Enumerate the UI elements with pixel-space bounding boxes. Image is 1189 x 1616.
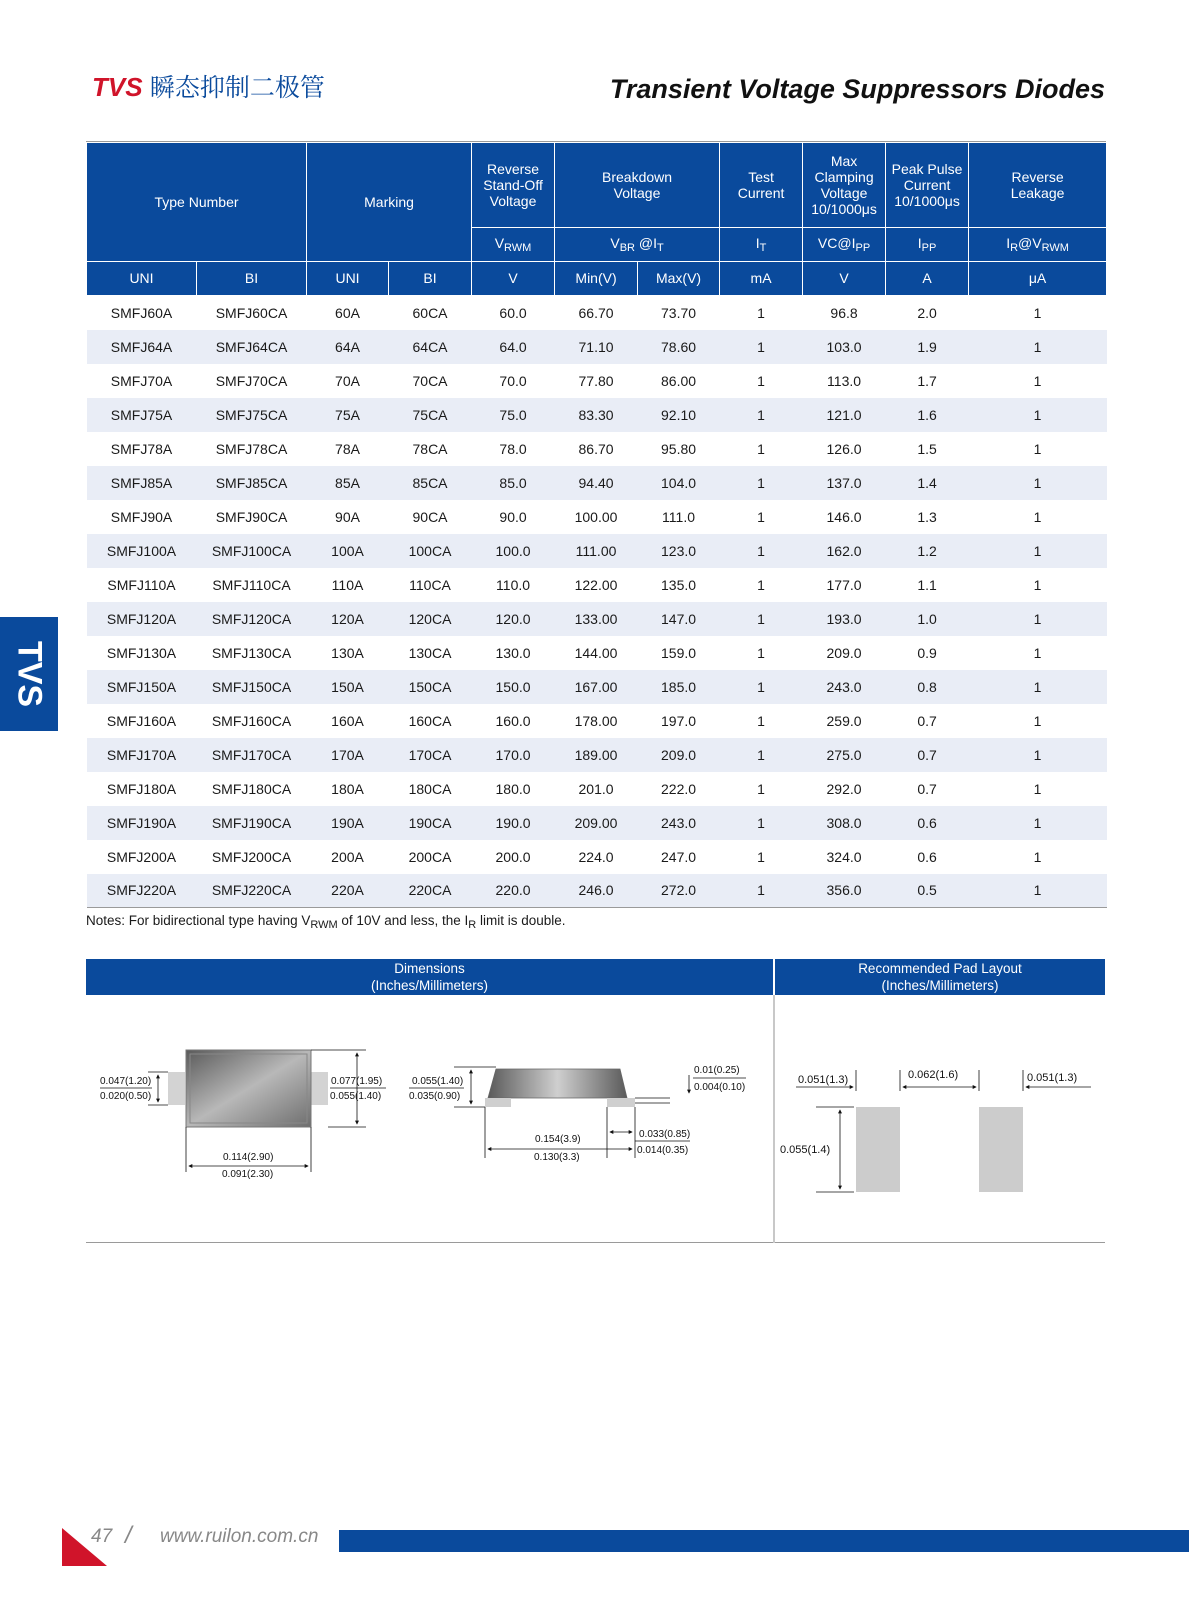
table-cell: SMFJ170A — [87, 738, 197, 772]
table-cell: 78.0 — [499, 440, 527, 457]
table-cell: 1 — [1033, 372, 1042, 389]
table-cell: 85CA — [389, 466, 472, 500]
table-row — [87, 296, 1107, 330]
table-row — [87, 568, 1107, 602]
table-cell: 95.80 — [661, 440, 697, 457]
table-cell: 1 — [720, 466, 803, 500]
table-row — [87, 364, 1107, 398]
table-cell: 1 — [720, 602, 803, 636]
table-cell: 1 — [757, 712, 765, 729]
side-height-dim-max: 0.055(1.40) — [412, 1076, 464, 1087]
side-view-foot-right — [607, 1098, 635, 1107]
table-row — [87, 466, 1107, 500]
side-lead-dim-min: 0.004(0.10) — [694, 1082, 746, 1093]
table-cell: 0.9 — [917, 644, 937, 661]
table-cell: SMFJ100A — [87, 534, 197, 568]
table-cell: 73.70 — [661, 304, 697, 321]
table-cell: 1.2 — [886, 534, 969, 568]
table-cell: SMFJ78A — [110, 440, 173, 457]
table-cell: 180.0 — [495, 780, 531, 797]
table-cell: 1 — [720, 330, 803, 364]
spec-table-body — [87, 296, 1107, 908]
table-cell: 121.0 — [803, 398, 886, 432]
table-cell: 110.0 — [496, 576, 531, 593]
table-cell: 78CA — [412, 440, 448, 457]
table-row — [87, 398, 1107, 432]
table-cell: SMFJ160A — [106, 712, 177, 729]
table-cell: 1 — [969, 806, 1107, 840]
col-max-clamping: Max Clamping Voltage 10/1000μs — [803, 143, 886, 228]
table-cell: SMFJ180CA — [211, 780, 292, 797]
table-cell: 190.0 — [472, 806, 555, 840]
table-cell: 243.0 — [638, 806, 720, 840]
table-cell: 100A — [307, 534, 389, 568]
table-cell: 160A — [331, 712, 364, 729]
table-cell: 180CA — [408, 780, 452, 797]
table-row — [87, 670, 1107, 704]
table-cell: SMFJ200CA — [211, 848, 292, 865]
table-row — [87, 772, 1107, 806]
col-breakdown-voltage: Breakdown Voltage — [555, 143, 720, 228]
page-title: Transient Voltage Suppressors Diodes — [609, 74, 1105, 104]
table-cell: 75CA — [389, 398, 472, 432]
side-lead-dim-max: 0.01(0.25) — [694, 1065, 740, 1076]
table-cell: SMFJ85CA — [197, 466, 307, 500]
table-cell: 1 — [720, 806, 803, 840]
unit-header-cell: UNI — [307, 262, 389, 296]
header-brand-title — [92, 68, 325, 104]
pad-height-dim: 0.055(1.4) — [780, 1144, 831, 1156]
table-cell: 0.7 — [917, 712, 937, 729]
table-cell: 1 — [969, 738, 1107, 772]
side-foot-dim-min: 0.014(0.35) — [637, 1145, 689, 1156]
table-cell: SMFJ64A — [87, 330, 197, 364]
table-cell: SMFJ120A — [87, 602, 197, 636]
table-cell: 137.0 — [803, 466, 886, 500]
table-cell: SMFJ170CA — [197, 738, 307, 772]
table-cell: 1 — [1033, 440, 1042, 457]
table-cell: 1 — [757, 372, 765, 389]
table-cell: 78A — [335, 440, 360, 457]
spec-table — [86, 142, 1107, 908]
top-left-dim-min: 0.020(0.50) — [100, 1091, 152, 1102]
table-cell: 220.0 — [472, 874, 555, 908]
table-cell: 220A — [307, 874, 389, 908]
table-cell: 150CA — [389, 670, 472, 704]
table-cell: 159.0 — [661, 644, 697, 661]
table-cell: 86.70 — [578, 440, 614, 457]
table-cell: 1 — [969, 534, 1107, 568]
table-cell: 75.0 — [472, 398, 555, 432]
table-cell: 1 — [1033, 508, 1042, 525]
table-cell: 1 — [1033, 576, 1042, 593]
table-cell: SMFJ160CA — [211, 712, 292, 729]
unit-header-cell: mA — [720, 262, 803, 296]
table-cell: 201.0 — [578, 780, 614, 797]
table-cell: SMFJ220CA — [197, 874, 307, 908]
table-cell: 120CA — [389, 602, 472, 636]
table-cell: 170A — [307, 738, 389, 772]
table-cell: 197.0 — [661, 712, 697, 729]
table-cell: 1 — [757, 644, 765, 661]
table-cell: 92.10 — [638, 398, 720, 432]
top-view-lead-left — [168, 1072, 185, 1105]
table-cell: 1 — [969, 398, 1107, 432]
table-notes: Notes: For bidirectional type having $V_{RWM}$ of 10V and less, the $I_R$ limit is double. — [86, 913, 566, 931]
table-cell: 209.00 — [555, 806, 638, 840]
pad-right — [979, 1107, 1023, 1192]
table-row — [87, 432, 1107, 466]
table-cell: SMFJ78CA — [215, 440, 288, 457]
table-cell: 162.0 — [803, 534, 886, 568]
table-cell: 0.6 — [917, 848, 937, 865]
page-number: 47 — [91, 1526, 113, 1547]
side-tab-label: TVS — [10, 640, 49, 708]
table-cell: 122.00 — [574, 576, 618, 593]
pad-layout-header: Recommended Pad Layout (Inches/Millimeters) — [775, 959, 1105, 995]
table-cell: 190A — [307, 806, 389, 840]
table-cell: 220CA — [389, 874, 472, 908]
unit-header-cell: V — [803, 262, 886, 296]
table-cell: 247.0 — [661, 848, 697, 865]
col-marking: Marking — [307, 143, 472, 262]
table-cell: 190CA — [389, 806, 472, 840]
table-cell: 120.0 — [472, 602, 555, 636]
table-row — [87, 704, 1107, 738]
table-cell: 224.0 — [578, 848, 614, 865]
pad-gap-dim: 0.062(1.6) — [908, 1069, 959, 1081]
table-cell: 259.0 — [826, 712, 862, 729]
dimension-drawings — [86, 995, 1105, 1243]
table-cell: 1.7 — [917, 372, 937, 389]
table-cell: 1.3 — [917, 508, 937, 525]
pad-width-right-dim: 0.051(1.3) — [1027, 1072, 1078, 1084]
table-cell: 170.0 — [472, 738, 555, 772]
top-right-dim-min: 0.055(1.40) — [330, 1091, 382, 1102]
table-cell: 85A — [307, 466, 389, 500]
table-cell: 66.70 — [578, 304, 614, 321]
table-cell: 70CA — [412, 372, 448, 389]
table-cell: 103.0 — [803, 330, 886, 364]
table-cell: 1 — [720, 670, 803, 704]
top-width-dim-max: 0.114(2.90) — [223, 1152, 274, 1163]
table-cell: 292.0 — [826, 780, 862, 797]
table-cell: 2.0 — [917, 304, 937, 321]
table-cell: SMFJ110CA — [212, 576, 291, 593]
table-cell: 94.40 — [555, 466, 638, 500]
table-cell: 1 — [720, 398, 803, 432]
table-cell: 178.00 — [574, 712, 618, 729]
table-cell: 70.0 — [499, 372, 527, 389]
table-cell: 111.0 — [662, 508, 696, 525]
footer-blue-bar — [339, 1530, 1189, 1552]
table-cell: 70A — [335, 372, 360, 389]
table-cell: SMFJ70CA — [215, 372, 288, 389]
table-cell: 180A — [331, 780, 364, 797]
table-cell: 1 — [1033, 304, 1042, 321]
table-row — [87, 534, 1107, 568]
sym-it: $I_T$ — [720, 228, 803, 262]
table-cell: 90.0 — [499, 508, 527, 525]
table-cell: 0.5 — [886, 874, 969, 908]
table-cell: 83.30 — [555, 398, 638, 432]
col-peak-pulse: Peak Pulse Current 10/1000μs — [886, 143, 969, 228]
table-cell: SMFJ190A — [87, 806, 197, 840]
table-cell: 1 — [969, 602, 1107, 636]
brand-label: TVS — [92, 72, 143, 102]
table-cell: 177.0 — [826, 576, 862, 593]
table-cell: 64.0 — [472, 330, 555, 364]
table-cell: 146.0 — [826, 508, 862, 525]
table-cell: 0.7 — [886, 738, 969, 772]
table-cell: 111.00 — [555, 534, 638, 568]
table-row — [87, 806, 1107, 840]
sym-vbr: $V_{BR}$ $@I_T$ — [555, 228, 720, 262]
table-row — [87, 602, 1107, 636]
table-cell: SMFJ70A — [110, 372, 173, 389]
table-cell: 85.0 — [472, 466, 555, 500]
table-cell: 1 — [757, 508, 765, 525]
table-cell: 133.00 — [555, 602, 638, 636]
table-cell: 110CA — [409, 576, 451, 593]
unit-header-cell: μA — [969, 262, 1107, 296]
table-cell: 90A — [335, 508, 360, 525]
table-cell: SMFJ200A — [106, 848, 177, 865]
table-cell: 1 — [1033, 644, 1042, 661]
side-view-foot-left — [485, 1098, 511, 1107]
table-cell: 135.0 — [661, 576, 697, 593]
table-cell: 189.00 — [555, 738, 638, 772]
dimensions-header: Dimensions (Inches/Millimeters) — [86, 959, 773, 995]
table-cell: 110A — [331, 576, 364, 593]
table-cell: 1.9 — [886, 330, 969, 364]
table-cell: SMFJ180A — [106, 780, 177, 797]
table-cell: 150.0 — [472, 670, 555, 704]
table-cell: 75A — [307, 398, 389, 432]
table-cell: 60.0 — [499, 304, 527, 321]
table-cell: 123.0 — [638, 534, 720, 568]
table-cell: 1 — [720, 874, 803, 908]
table-cell: 130A — [331, 644, 364, 661]
table-cell: 77.80 — [578, 372, 614, 389]
table-cell: 71.10 — [555, 330, 638, 364]
table-cell: 0.6 — [886, 806, 969, 840]
table-cell: 144.00 — [574, 644, 618, 661]
side-view-body — [488, 1069, 627, 1098]
table-cell: SMFJ130A — [106, 644, 177, 661]
col-reverse-standoff: Reverse Stand-Off Voltage — [472, 143, 555, 228]
unit-header-cell: BI — [197, 262, 307, 296]
table-cell: 167.00 — [555, 670, 638, 704]
table-cell: 147.0 — [638, 602, 720, 636]
table-cell: 1 — [720, 534, 803, 568]
table-cell: 1 — [720, 738, 803, 772]
pad-width-left-dim: 0.051(1.3) — [798, 1074, 849, 1086]
top-view-lead-right — [311, 1072, 328, 1105]
table-cell: SMFJ85A — [87, 466, 197, 500]
table-cell: 64A — [307, 330, 389, 364]
table-cell: 324.0 — [826, 848, 862, 865]
unit-header-cell: Max(V) — [638, 262, 720, 296]
table-cell: 1 — [757, 780, 765, 797]
table-row — [87, 874, 1107, 908]
table-cell: SMFJ130CA — [211, 644, 292, 661]
table-cell: 1 — [1033, 780, 1042, 797]
table-cell: 209.0 — [638, 738, 720, 772]
table-cell: 356.0 — [803, 874, 886, 908]
table-cell: 1 — [969, 330, 1107, 364]
table-cell: SMFJ120CA — [197, 602, 307, 636]
table-cell: 130.0 — [495, 644, 531, 661]
side-foot-dim-max: 0.033(0.85) — [639, 1129, 691, 1140]
table-cell: 104.0 — [638, 466, 720, 500]
table-cell: 126.0 — [826, 440, 862, 457]
table-cell: SMFJ150CA — [197, 670, 307, 704]
table-cell: 1 — [969, 466, 1107, 500]
top-right-dim-max: 0.077(1.95) — [331, 1076, 383, 1087]
table-cell: 1 — [757, 440, 765, 457]
table-cell: 60A — [335, 304, 360, 321]
table-cell: 0.7 — [917, 780, 937, 797]
table-cell: 222.0 — [661, 780, 697, 797]
table-cell: 100CA — [389, 534, 472, 568]
col-reverse-leakage: Reverse Leakage — [969, 143, 1107, 228]
table-cell: 64CA — [389, 330, 472, 364]
table-row — [87, 636, 1107, 670]
table-cell: 60CA — [412, 304, 448, 321]
top-view-drawing — [100, 1050, 386, 1180]
table-cell: 86.00 — [661, 372, 697, 389]
unit-header-cell: Min(V) — [555, 262, 638, 296]
table-cell: 113.0 — [827, 372, 862, 389]
table-cell: 1.0 — [886, 602, 969, 636]
table-row — [87, 840, 1107, 874]
table-cell: 1.5 — [917, 440, 937, 457]
table-cell: SMFJ100CA — [197, 534, 307, 568]
table-cell: SMFJ220A — [87, 874, 197, 908]
table-cell: 1 — [757, 304, 765, 321]
table-cell: 1 — [757, 848, 765, 865]
dimensions-section — [86, 959, 1105, 1243]
top-left-dim-max: 0.047(1.20) — [100, 1076, 152, 1087]
table-cell: 1.6 — [886, 398, 969, 432]
unit-header-cell: V — [472, 262, 555, 296]
table-cell: 1.4 — [886, 466, 969, 500]
table-cell: 1 — [1033, 848, 1042, 865]
table-cell: SMFJ75A — [87, 398, 197, 432]
table-cell: 150A — [307, 670, 389, 704]
unit-header-cell: A — [886, 262, 969, 296]
sym-ipp: $I_{PP}$ — [886, 228, 969, 262]
table-cell: 200CA — [408, 848, 452, 865]
top-view-body — [186, 1050, 311, 1127]
unit-header-cell: BI — [389, 262, 472, 296]
table-row — [87, 500, 1107, 534]
table-cell: 185.0 — [638, 670, 720, 704]
side-length-dim-max: 0.154(3.9) — [535, 1134, 581, 1145]
sym-vrwm: $V_{RWM}$ — [472, 228, 555, 262]
table-cell: 193.0 — [803, 602, 886, 636]
table-cell: 90CA — [412, 508, 448, 525]
table-cell: 1.1 — [917, 576, 937, 593]
sym-ir: $I_R@V_{RWM}$ — [969, 228, 1107, 262]
table-cell: 120A — [307, 602, 389, 636]
table-cell: SMFJ75CA — [197, 398, 307, 432]
table-cell: 1 — [969, 670, 1107, 704]
col-test-current: Test Current — [720, 143, 803, 228]
table-cell: 1 — [757, 576, 765, 593]
table-cell: SMFJ190CA — [197, 806, 307, 840]
pad-left — [856, 1107, 900, 1192]
table-cell: 246.0 — [555, 874, 638, 908]
table-cell: SMFJ64CA — [197, 330, 307, 364]
table-cell: 1 — [969, 874, 1107, 908]
col-type-number: Type Number — [87, 143, 307, 262]
table-cell: 78.60 — [638, 330, 720, 364]
footer-divider-slash: / — [125, 1522, 132, 1549]
table-cell: 200.0 — [495, 848, 531, 865]
title-chinese: 瞬态抑制二极管 — [149, 73, 325, 102]
table-cell: SMFJ150A — [87, 670, 197, 704]
table-cell: 275.0 — [803, 738, 886, 772]
table-cell: 243.0 — [803, 670, 886, 704]
table-cell: 100.00 — [574, 508, 618, 525]
table-cell: SMFJ60CA — [215, 304, 288, 321]
table-cell: 0.8 — [886, 670, 969, 704]
footer-website-link[interactable]: www.ruilon.com.cn — [160, 1526, 319, 1547]
table-row — [87, 330, 1107, 364]
table-cell: 170CA — [389, 738, 472, 772]
sym-vc: $VC@I_{PP}$ — [803, 228, 886, 262]
table-cell: 160.0 — [495, 712, 531, 729]
table-cell: 160CA — [408, 712, 452, 729]
table-cell: 100.0 — [472, 534, 555, 568]
side-height-dim-min: 0.035(0.90) — [409, 1091, 461, 1102]
table-cell: 209.0 — [826, 644, 862, 661]
table-cell: 200A — [331, 848, 364, 865]
pad-layout-drawing — [780, 1069, 1091, 1192]
side-section-tab — [0, 617, 58, 731]
side-view-drawing — [409, 1065, 746, 1163]
table-cell: SMFJ90A — [110, 508, 173, 525]
top-width-dim-min: 0.091(2.30) — [222, 1169, 274, 1180]
table-cell: 130CA — [408, 644, 452, 661]
units-header-row — [87, 262, 1107, 296]
table-row — [87, 738, 1107, 772]
table-cell: SMFJ90CA — [215, 508, 288, 525]
table-cell: 96.8 — [830, 304, 858, 321]
table-cell: 272.0 — [638, 874, 720, 908]
table-cell: 308.0 — [803, 806, 886, 840]
table-cell: 1 — [1033, 712, 1042, 729]
unit-header-cell: UNI — [87, 262, 197, 296]
side-length-dim-min: 0.130(3.3) — [534, 1152, 580, 1163]
table-cell: SMFJ110A — [107, 576, 176, 593]
table-cell: SMFJ60A — [110, 304, 173, 321]
